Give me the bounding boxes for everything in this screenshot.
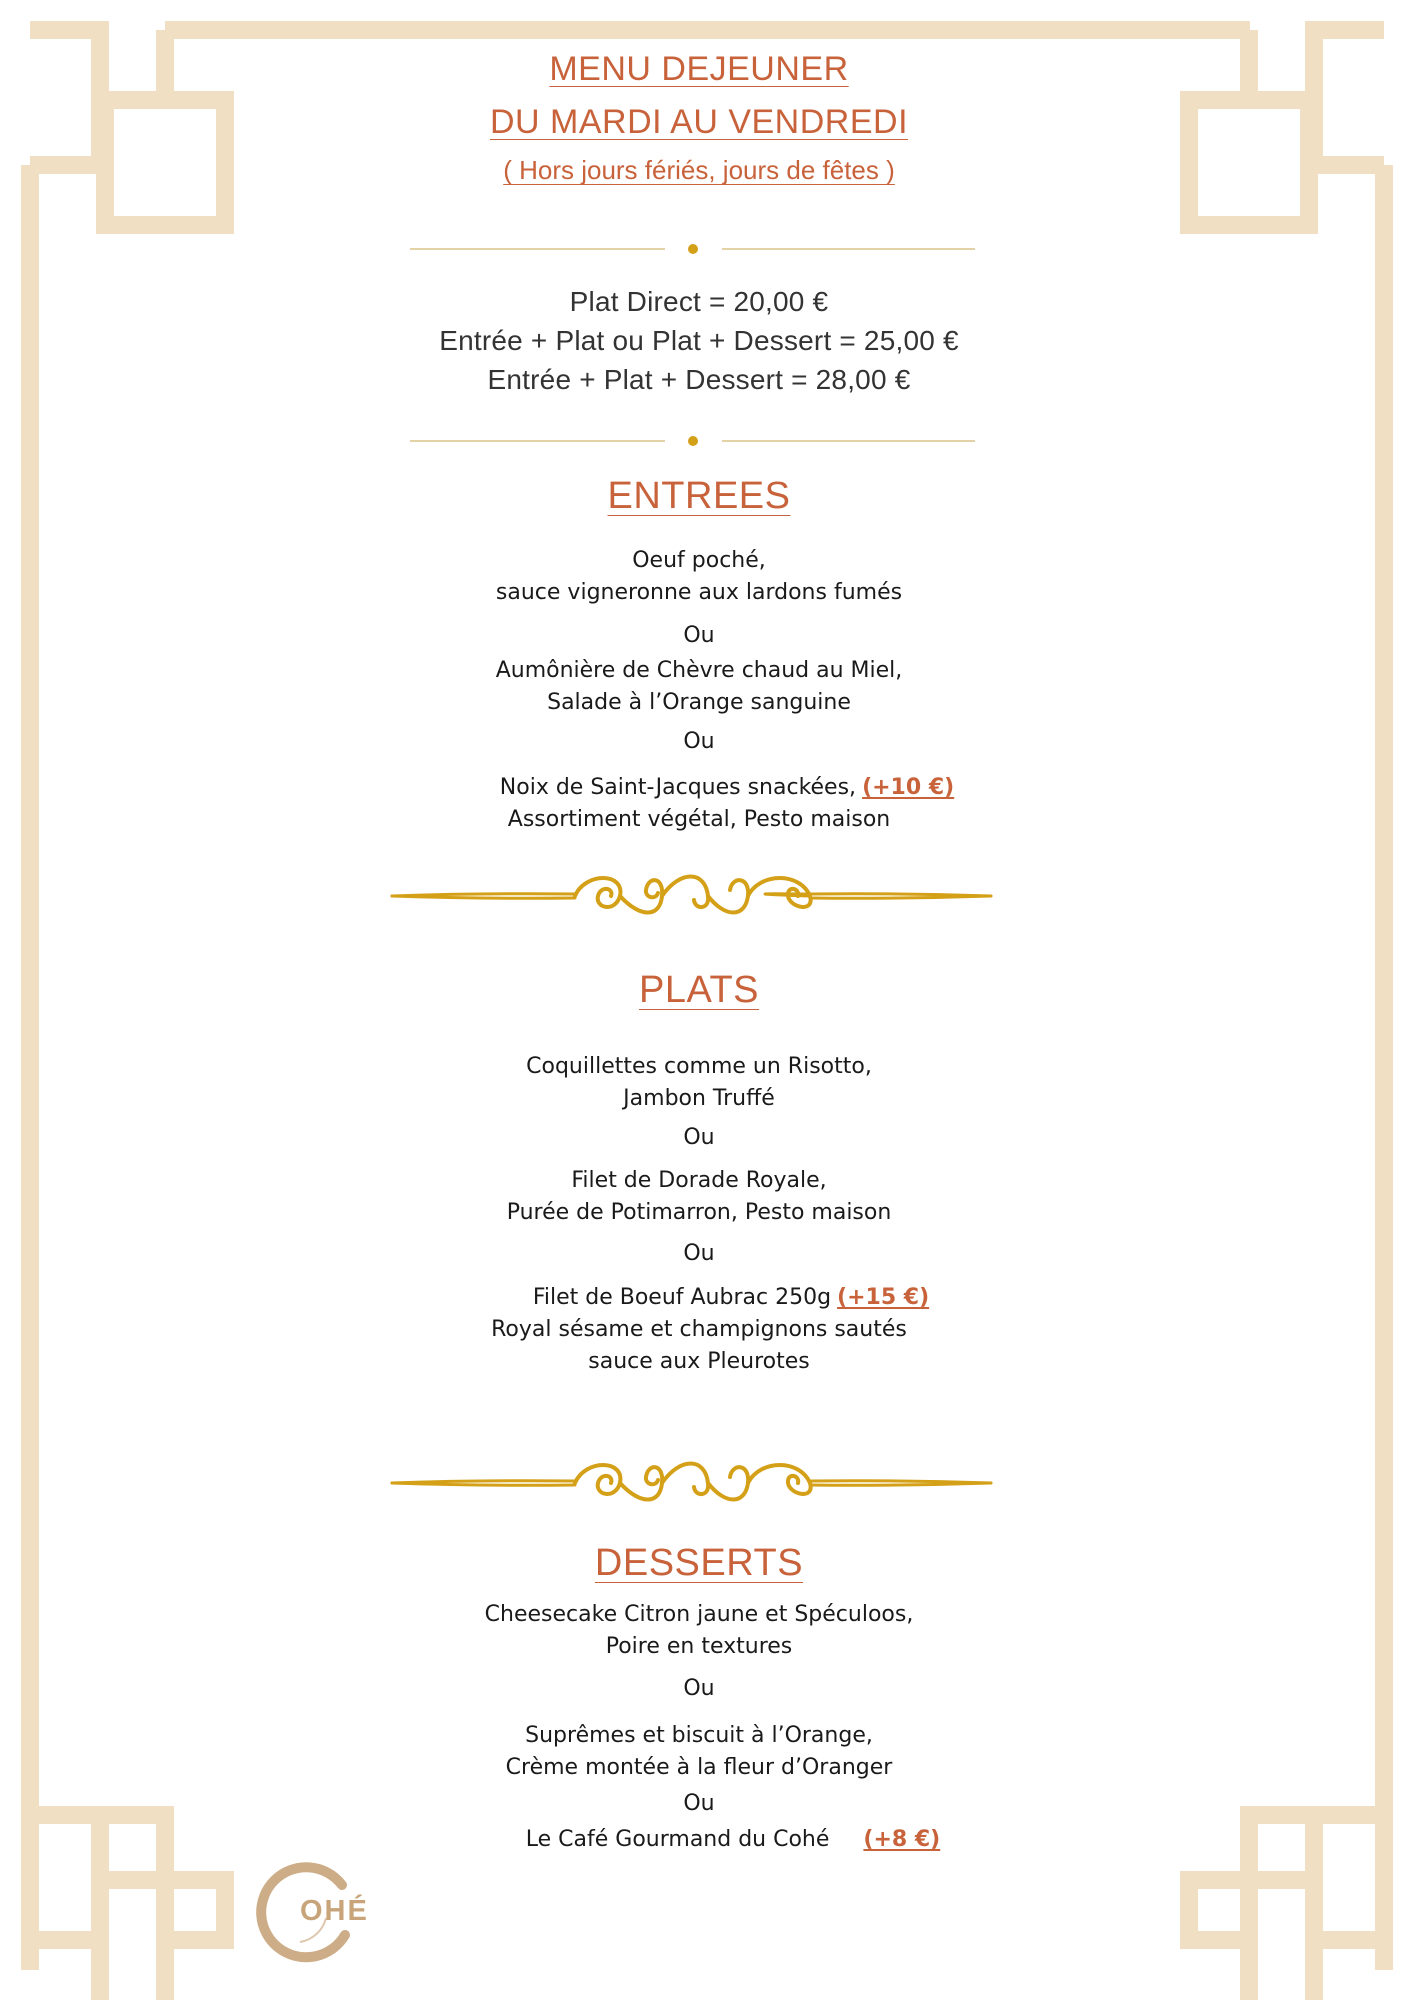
dessert-1-line1: Cheesecake Citron jaune et Spéculoos, [484,1602,914,1627]
section-title-entrees: ENTREES [607,475,791,517]
price-three-courses: Entrée + Plat + Dessert = 28,00 € [487,364,911,395]
entree-2-line1: Aumônière de Chèvre chaud au Miel, [495,658,903,683]
dessert-3-supplement: (+8 €) [863,1827,941,1852]
plat-3-name: Filet de Boeuf Aubrac 250g [532,1285,832,1310]
entree-3-line2: Assortiment végétal, Pesto maison [507,807,891,832]
entree-3-supplement: (+10 €) [862,775,955,800]
entree-2-line2: Salade à l’Orange sanguine [547,690,851,715]
or-separator: Ou [683,1125,715,1150]
entree-1-line2: sauce vigneronne aux lardons fumés [495,580,903,605]
logo-text: OHÉ [300,1895,369,1927]
section-title-desserts: DESSERTS [594,1542,804,1584]
entree-1-line1: Oeuf poché, [632,548,766,573]
entree-3-line1 [20,775,1414,800]
price-plat-direct: Plat Direct = 20,00 € [569,286,829,317]
plat-1-line2: Jambon Truffé [623,1086,775,1111]
price-two-courses: Entrée + Plat ou Plat + Dessert = 25,00 € [439,325,959,356]
or-separator: Ou [683,1676,715,1701]
menu-subtitle: ( Hors jours fériés, jours de fêtes ) [503,155,895,185]
plat-3-line1 [24,1285,1414,1310]
plat-1-line1: Coquillettes comme un Risotto, [526,1054,872,1079]
or-separator: Ou [683,1791,715,1816]
dessert-3-line1 [26,1827,1414,1852]
plat-2-line1: Filet de Dorade Royale, [571,1168,827,1193]
or-separator: Ou [683,1241,715,1266]
plat-3-supplement: (+15 €) [837,1285,930,1310]
entree-3-name: Noix de Saint-Jacques snackées, [499,775,857,800]
or-separator: Ou [683,623,715,648]
menu-title-line1: MENU DEJEUNER [549,50,849,88]
dessert-2-line1: Suprêmes et biscuit à l’Orange, [525,1723,873,1748]
dessert-1-line2: Poire en textures [605,1634,793,1659]
plat-3-line3: sauce aux Pleurotes [588,1349,810,1374]
section-title-plats: PLATS [638,969,760,1011]
plat-2-line2: Purée de Potimarron, Pesto maison [506,1200,892,1225]
dessert-3-name: Le Café Gourmand du Cohé [525,1827,830,1852]
plat-3-line2: Royal sésame et champignons sautés [491,1317,907,1342]
menu-title-line2: DU MARDI AU VENDREDI [489,103,909,141]
dessert-2-line2: Crème montée à la fleur d’Oranger [505,1755,893,1780]
or-separator: Ou [683,729,715,754]
ornament-divider-1 [392,877,991,913]
ornament-divider-2 [392,1464,991,1500]
